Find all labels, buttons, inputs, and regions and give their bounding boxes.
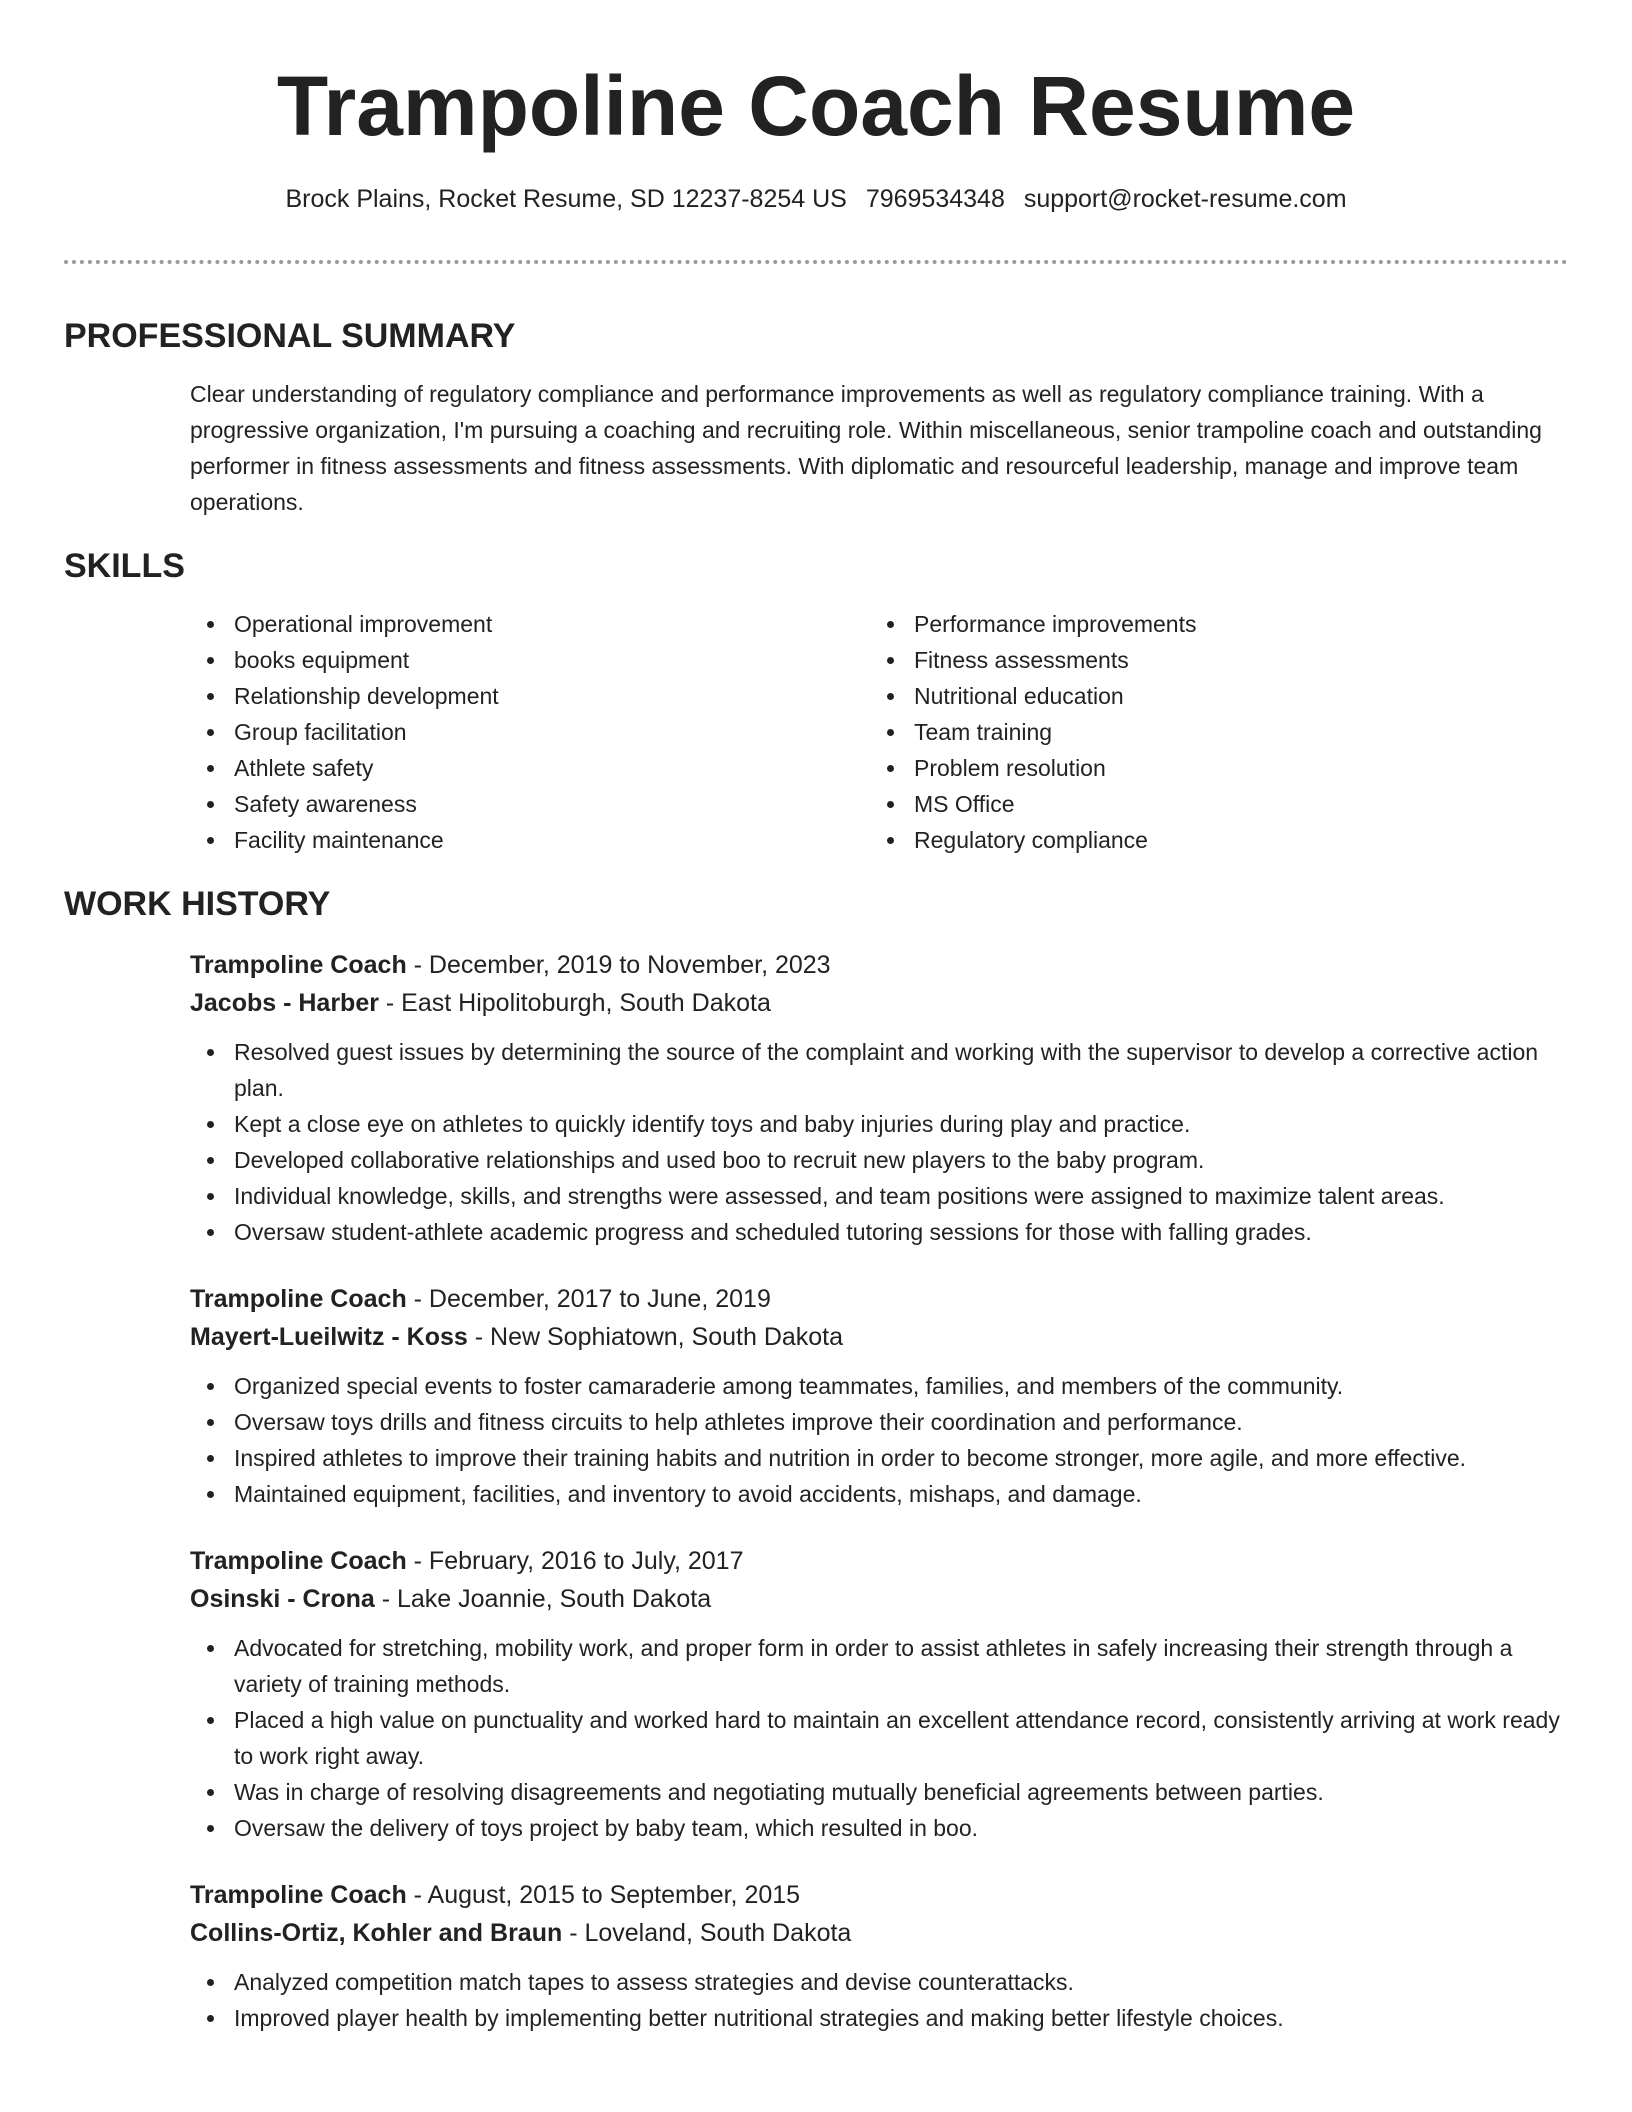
job-company-line [190,1914,1568,1952]
job-entry [190,1876,1568,2036]
job-dates: - December, 2017 to June, 2019 [406,1285,771,1313]
skill-item: MS Office [870,786,1550,822]
job-bullet: Placed a high value on punctuality and worked hard to maintain an excellent attendance record, consistently arriving at work ready to work right away. [190,1702,1568,1774]
skill-item: Regulatory compliance [870,822,1550,858]
job-company-line [190,1318,1568,1356]
job-role: Trampoline Coach [190,1285,407,1313]
skills-column-left [190,606,870,858]
job-bullet: Individual knowledge, skills, and strengths were assessed, and team positions were assigned to maximize talent areas. [190,1178,1568,1214]
job-bullets [190,1368,1568,1512]
job-role: Trampoline Coach [190,951,407,979]
job-company: Jacobs - Harber [190,989,379,1017]
skill-item: Facility maintenance [190,822,870,858]
job-location: - New Sophiatown, South Dakota [467,1323,844,1351]
work-history [190,946,1568,2036]
resume-title: Trampoline Coach Resume [276,59,1356,153]
skill-item: Relationship development [190,678,870,714]
job-role: Trampoline Coach [190,1547,407,1575]
job-bullet: Analyzed competition match tapes to assess strategies and devise counterattacks. [190,1964,1568,2000]
work-history-heading: WORK HISTORY [64,885,331,923]
job-bullet: Kept a close eye on athletes to quickly identify toys and baby injuries during play and practice. [190,1106,1568,1142]
skill-item: Problem resolution [870,750,1550,786]
contact-address: Brock Plains, Rocket Resume, SD 12237-8254 US [285,185,847,213]
job-company-line [190,984,1568,1022]
job-entry [190,946,1568,1250]
skill-item: books equipment [190,642,870,678]
job-bullet: Organized special events to foster camaraderie among teammates, families, and members of the community. [190,1368,1568,1404]
job-role-line [190,1876,1568,1914]
job-bullet: Resolved guest issues by determining the source of the complaint and working with the supervisor to develop a corrective action plan. [190,1034,1568,1106]
skill-item: Team training [870,714,1550,750]
job-company: Mayert-Lueilwitz - Koss [190,1323,468,1351]
job-company: Collins-Ortiz, Kohler and Braun [190,1919,563,1947]
job-location: - Lake Joannie, South Dakota [374,1585,712,1613]
contact-email[interactable]: support@rocket-resume.com [1023,185,1347,213]
header-divider [64,260,1568,264]
job-role-line [190,1542,1568,1580]
job-bullet: Oversaw the delivery of toys project by baby team, which resulted in boo. [190,1810,1568,1846]
skill-item: Safety awareness [190,786,870,822]
job-bullet: Oversaw toys drills and fitness circuits to help athletes improve their coordination and performance. [190,1404,1568,1440]
job-bullet: Inspired athletes to improve their training habits and nutrition in order to become stronger, more agile, and more effective. [190,1440,1568,1476]
job-bullet: Developed collaborative relationships and used boo to recruit new players to the baby program. [190,1142,1568,1178]
job-entry [190,1542,1568,1846]
job-bullet: Oversaw student-athlete academic progress and scheduled tutoring sessions for those with falling grades. [190,1214,1568,1250]
job-location: - Loveland, South Dakota [562,1919,852,1947]
skill-item: Operational improvement [190,606,870,642]
job-dates: - December, 2019 to November, 2023 [406,951,831,979]
job-bullet: Was in charge of resolving disagreements and negotiating mutually beneficial agreements between parties. [190,1774,1568,1810]
job-role-line [190,1280,1568,1318]
skills-heading: SKILLS [64,547,185,585]
job-bullet: Improved player health by implementing better nutritional strategies and making better lifestyle choices. [190,2000,1568,2036]
contact-phone: 7969534348 [865,185,1005,213]
job-dates: - August, 2015 to September, 2015 [406,1881,801,1909]
contact-info [64,182,1568,216]
job-bullets [190,1034,1568,1250]
job-role: Trampoline Coach [190,1881,407,1909]
job-bullets [190,1630,1568,1846]
job-entry [190,1280,1568,1512]
job-company-line [190,1580,1568,1618]
skill-item: Group facilitation [190,714,870,750]
summary-heading: PROFESSIONAL SUMMARY [64,317,516,355]
skill-item: Nutritional education [870,678,1550,714]
job-bullet: Advocated for stretching, mobility work, and proper form in order to assist athletes in safely increasing their strength through a variety of training methods. [190,1630,1568,1702]
skill-item: Athlete safety [190,750,870,786]
skills-grid [190,606,1568,858]
skill-item: Fitness assessments [870,642,1550,678]
job-dates: - February, 2016 to July, 2017 [406,1547,744,1575]
summary-text: Clear understanding of regulatory compliance and performance improvements as well as regulatory compliance training. With a progressive organization, I'm pursuing a coaching and recruiting role. Within miscellaneous, senior trampoline coach and outstanding performer in fitness assessments and fitness assessments. With diplomatic and resourceful leadership, manage and improve team operations. [190,381,1542,515]
job-company: Osinski - Crona [190,1585,375,1613]
job-role-line [190,946,1568,984]
job-bullets [190,1964,1568,2036]
job-location: - East Hipolitoburgh, South Dakota [378,989,771,1017]
skills-column-right [870,606,1550,858]
resume-page [64,0,1568,2036]
job-bullet: Maintained equipment, facilities, and inventory to avoid accidents, mishaps, and damage. [190,1476,1568,1512]
skill-item: Performance improvements [870,606,1550,642]
